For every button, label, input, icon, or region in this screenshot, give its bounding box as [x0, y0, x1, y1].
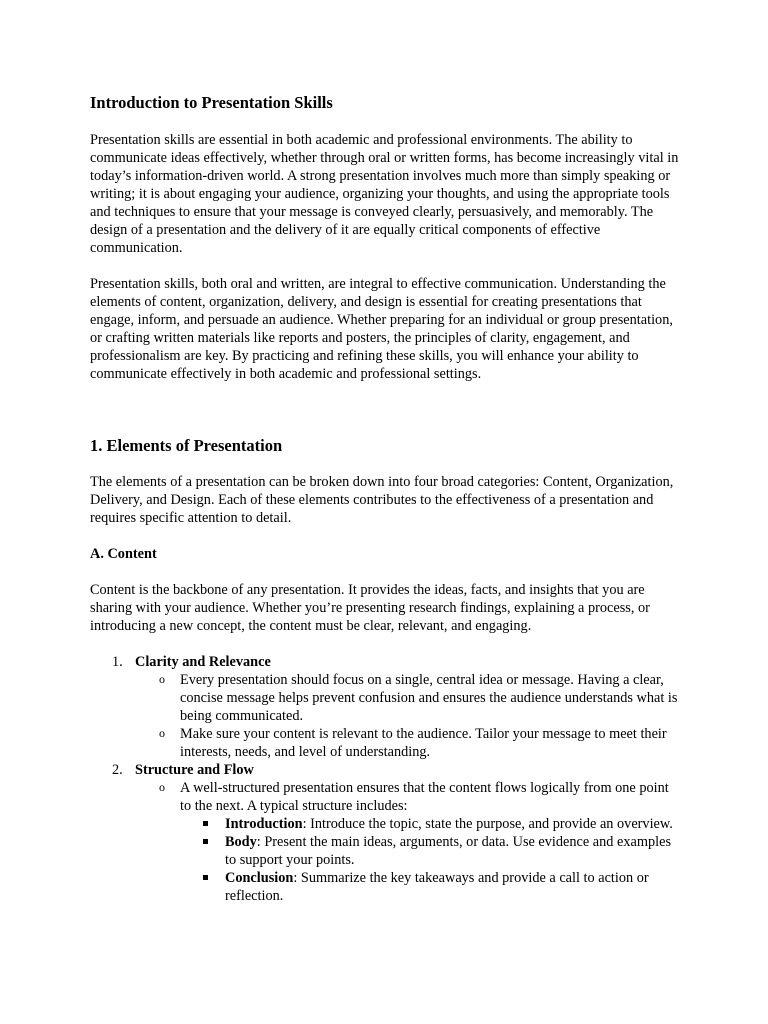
list-item-title: Clarity and Relevance [135, 654, 271, 670]
list-number: 2. [112, 762, 123, 778]
list-item [135, 779, 682, 905]
square-bullet-icon [203, 875, 208, 880]
document-title: Introduction to Presentation Skills [90, 93, 333, 112]
intro-paragraph-2: Presentation skills, both oral and written, are integral to effective communication. Understanding the elements of content, organization, delivery, and design is essential for creating presentations that engage, inform, and persuade an audience. Whether preparing for an individual or group presentation, or crafting written materials like reports and posters, the principles of clarity, engagement, and professionalism are key. By practicing and refining these skills, you will enhance your ability to communicate effectively in both academic and professional settings. [90, 276, 673, 382]
subsection-heading-content: A. Content [90, 546, 157, 562]
term: Body [225, 834, 257, 850]
section-paragraph-elements: The elements of a presentation can be broken down into four broad categories: Content, Organization, Delivery, and Design. Each of these elements contributes to the effectiveness of a presentation and requires specific attention to detail. [90, 474, 674, 526]
list-item [135, 671, 682, 725]
document-page [90, 92, 682, 905]
circle-bullet-icon: o [159, 780, 165, 794]
list-item [180, 833, 682, 869]
circle-bullet-icon: o [159, 672, 165, 686]
bullet-list [135, 779, 682, 905]
term-description: : Present the main ideas, arguments, or data. Use evidence and examples to support your points. [225, 834, 672, 868]
numbered-list [90, 653, 682, 905]
subsection-paragraph-content: Content is the backbone of any presentation. It provides the ideas, facts, and insights that you are sharing with your audience. Whether you’re presenting research findings, explaining a process, or introducing a new concept, the content must be clear, relevant, and engaging. [90, 582, 650, 634]
bullet-list [135, 671, 682, 761]
square-bullet-icon [203, 839, 208, 844]
bullet-text: A well-structured presentation ensures that the content flows logically from one point to the next. A typical structure includes: [180, 780, 669, 814]
list-item-title: Structure and Flow [135, 762, 254, 778]
list-item [90, 653, 682, 761]
list-item [180, 869, 682, 905]
circle-bullet-icon: o [159, 726, 165, 740]
term: Conclusion [225, 870, 294, 886]
bullet-text: Make sure your content is relevant to the audience. Tailor your message to meet their interests, needs, and level of understanding. [180, 726, 667, 760]
section-heading-elements: 1. Elements of Presentation [90, 436, 283, 455]
term: Introduction [225, 816, 303, 832]
bullet-text: Every presentation should focus on a single, central idea or message. Having a clear, concise message helps prevent confusion and ensures the audience understands what is being communicated. [180, 672, 678, 724]
term-description: : Summarize the key takeaways and provide a call to action or reflection. [225, 870, 649, 904]
intro-paragraph-1: Presentation skills are essential in both academic and professional environments. The ability to communicate ideas effectively, whether through oral or written forms, has become increasingly vital in today’s information-driven world. A strong presentation involves much more than simply speaking or writing; it is about engaging your audience, organizing your thoughts, and using the appropriate tools and techniques to ensure that your message is conveyed clearly, persuasively, and memorably. The design of a presentation and the delivery of it are equally critical components of effective communication. [90, 132, 679, 256]
term-description: : Introduce the topic, state the purpose, and provide an overview. [302, 816, 673, 832]
square-bullet-icon [203, 821, 208, 826]
list-number: 1. [112, 654, 123, 670]
list-item [180, 815, 682, 833]
list-item [90, 761, 682, 905]
list-item [135, 725, 682, 761]
square-bullet-list [180, 815, 682, 905]
